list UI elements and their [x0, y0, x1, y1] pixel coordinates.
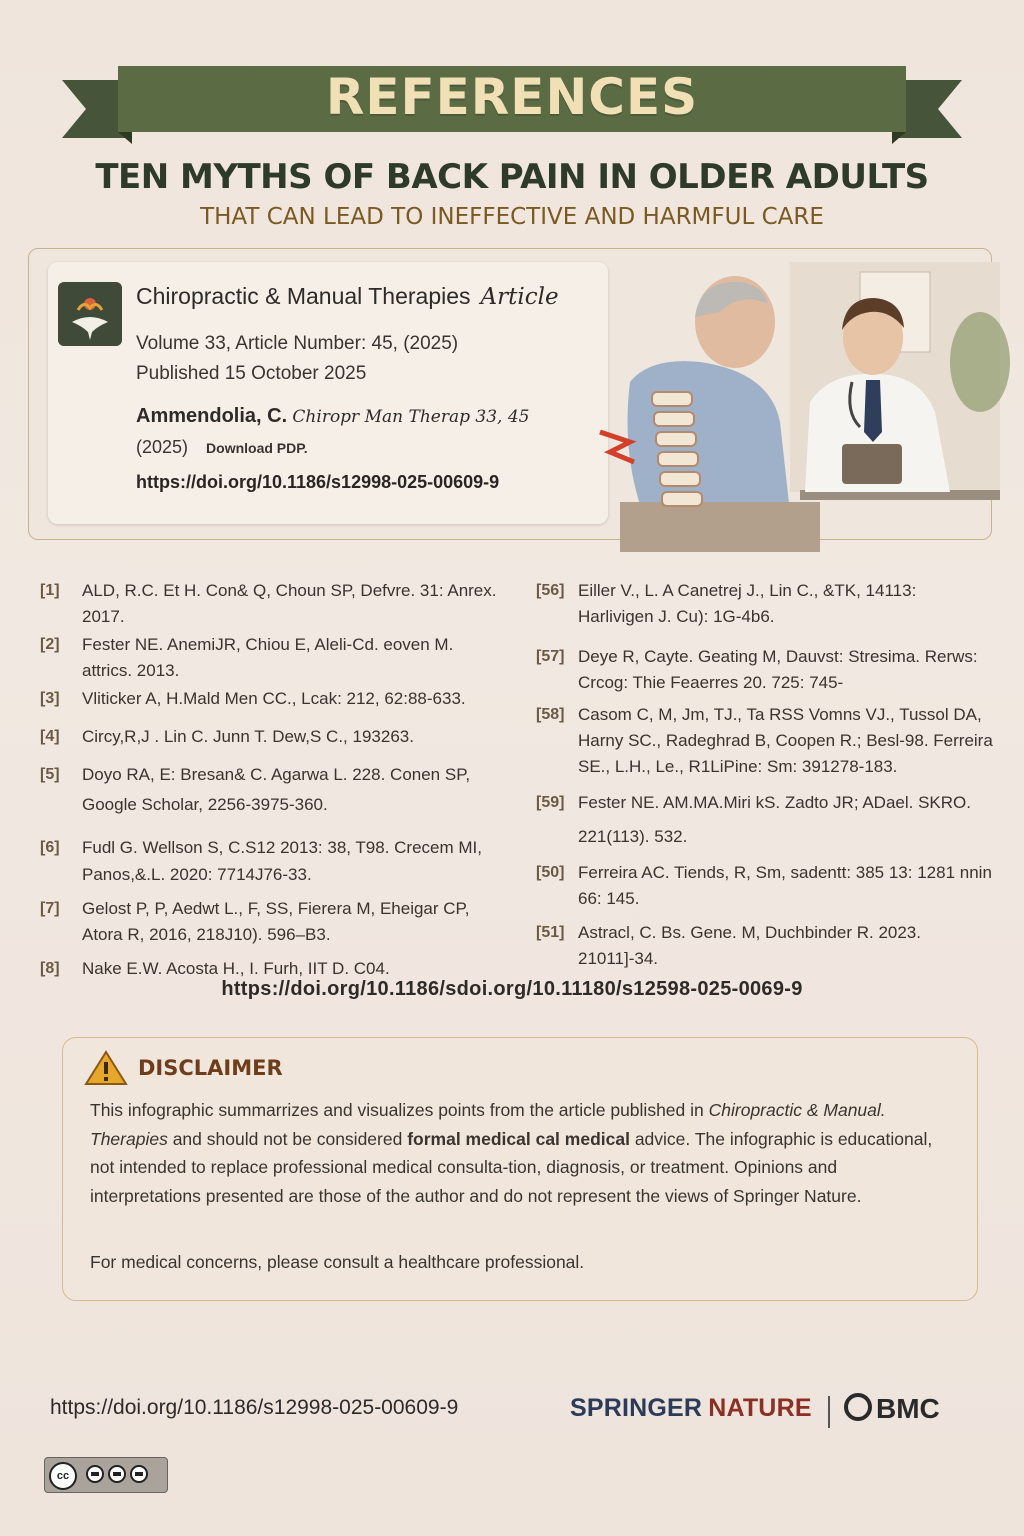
disclaimer-paragraph	[90, 1096, 950, 1210]
reference-item	[40, 632, 500, 684]
disclaimer-consult-note: For medical concerns, please consult a healthcare professional.	[90, 1252, 585, 1272]
disclaimer-heading: DISCLAIMER	[138, 1056, 283, 1080]
bmc-text: BMC	[876, 1393, 940, 1424]
citation-text: Chiropr Man Therap 33, 45	[292, 407, 530, 427]
reference-text: Casom C, M, Jm, TJ., Ta RSS Vomns VJ., Tussol DA, Harny SC., Radeghrad B, Coopen R.; Besl-98. Ferreira SE., L.H., Le., R1LiPine: Sm: 391278-183.	[578, 705, 993, 776]
reference-number: [4]	[40, 728, 60, 745]
page-subtitle: THAT CAN LEAD TO INEFFECTIVE AND HARMFUL CARE	[200, 204, 824, 230]
reference-number: [57]	[536, 648, 565, 665]
reference-text: ALD, R.C. Et H. Con& Q, Choun SP, Defvre. 31: Anrex. 2017.	[82, 581, 497, 626]
reference-item	[536, 702, 996, 780]
reference-item	[536, 920, 996, 972]
volume-line: Volume 33, Article Number: 45, (2025)	[136, 333, 459, 354]
disclaimer-text: and should not be considered	[172, 1128, 403, 1149]
banner-title: REFERENCES	[325, 68, 699, 126]
bmc-ring-icon	[844, 1393, 872, 1421]
reference-number: [56]	[536, 582, 565, 599]
reference-number: [50]	[536, 864, 565, 881]
reference-text: Gelost P, P, Aedwt L., F, SS, Fierera M, Eheigar CP, Atora R, 2016, 218J10). 596–B3.	[82, 899, 470, 944]
journal-title: Chiropractic & Manual Therapies	[136, 283, 471, 309]
reference-item	[536, 860, 996, 912]
reference-text: Fester NE. AnemiJR, Chiou E, Aleli-Cd. eoven M. attrics. 2013.	[82, 635, 454, 680]
springer-nature-logo	[570, 1394, 812, 1423]
reference-text: Eiller V., L. A Canetrej J., Lin C., &TK, 14113: Harlivigen J. Cu): 1G-4b6.	[578, 581, 917, 626]
page-title: TEN MYTHS OF BACK PAIN IN OLDER ADULTS	[95, 157, 929, 197]
disclaimer-text: This infographic summarrizes and visualizes points from the article published in	[90, 1100, 704, 1120]
citation-year: (2025)	[136, 437, 189, 457]
cc-icon: cc	[49, 1462, 77, 1490]
reference-text: Fudl G. Wellson S, C.S12 2013: 38, T98. Crecem MI, Panos,&.L. 2020: 7714J76-33.	[82, 838, 482, 884]
reference-number: [51]	[536, 924, 565, 941]
reference-text: Circy,R,J . Lin C. Junn T. Dew,S C., 193263.	[82, 727, 414, 746]
published-date: Published 15 October 2025	[136, 363, 367, 384]
citation-line	[136, 405, 529, 428]
reference-number: [6]	[40, 839, 60, 856]
year-line	[136, 437, 308, 458]
reference-text: Doyo RA, E: Bresan& C. Agarwa L. 228. Conen SP, Google Scholar, 2256-3975-360.	[82, 765, 471, 814]
reference-text: Nake E.W. Acosta H., I. Furh, IIT D. C04.	[82, 959, 390, 978]
reference-number: [5]	[40, 766, 60, 783]
references-doi-link[interactable]: https://doi.org/10.1186/sdoi.org/10.11180/s12598-025-0069-9	[221, 978, 803, 1000]
references-banner	[62, 58, 962, 148]
reference-text: Ferreira AC. Tiends, R, Sm, sadentt: 385 13: 1281 nnin 66: 145.	[578, 863, 992, 908]
reference-item	[40, 760, 500, 820]
doctor-patient-illustration	[590, 262, 1010, 552]
reference-number: [1]	[40, 582, 60, 599]
footer-doi-link[interactable]: https://doi.org/10.1186/s12998-025-00609-9	[50, 1396, 459, 1419]
author-name: Ammendolia, C.	[136, 405, 288, 427]
journal-logo-icon	[58, 282, 122, 346]
nature-text: NATURE	[708, 1394, 812, 1422]
reference-item	[536, 786, 996, 854]
reference-number: [2]	[40, 636, 60, 653]
reference-item	[40, 578, 500, 630]
disclaimer-text: advice. The infographic is educational, not intended to replace professional medical consulta-tion, diagnosis, or treatment. Opinions and interpretations presented are those of the author and do not represent the views of Springer Nature.	[90, 1128, 933, 1206]
bmc-logo	[844, 1393, 940, 1425]
springer-text: SPRINGER	[570, 1394, 703, 1422]
references-left-column	[40, 578, 500, 982]
reference-text: Fester NE. AM.MA.Miri kS. Zadto JR; ADael. SKRO. 221(113). 532.	[578, 793, 971, 846]
reference-number: [58]	[536, 706, 565, 723]
journal-name	[136, 283, 559, 310]
reference-text: Vliticker A, H.Mald Men CC., Lcak: 212, 62:88-633.	[82, 689, 466, 708]
reference-text: Deye R, Cayte. Geating M, Dauvst: Stresima. Rerws: Crcog: Thie Feaerres 20. 725: 745-	[578, 647, 978, 692]
article-type: Article	[480, 284, 559, 310]
license-icons	[85, 1463, 161, 1485]
reference-item	[536, 644, 996, 696]
disclaimer-emphasis: formal medical cal medical	[407, 1128, 630, 1149]
download-link[interactable]: Download PDP.	[206, 440, 308, 456]
reference-text: Astracl, C. Bs. Gene. M, Duchbinder R. 2023. 21011]-34.	[578, 923, 921, 968]
disclaimer-journal: Chiropractic & Manual. Therapies	[90, 1100, 886, 1149]
reference-item	[40, 686, 500, 712]
reference-item	[40, 834, 500, 888]
article-doi-link[interactable]: https://doi.org/10.1186/s12998-025-00609-9	[136, 472, 500, 492]
reference-item	[40, 896, 500, 948]
reference-number: [8]	[40, 960, 60, 977]
creative-commons-badge[interactable]	[44, 1457, 168, 1493]
reference-number: [7]	[40, 900, 60, 917]
references-right-column	[536, 578, 996, 972]
reference-number: [59]	[536, 794, 565, 811]
reference-item	[40, 724, 500, 750]
reference-number: [3]	[40, 690, 60, 707]
footer-divider	[828, 1396, 830, 1428]
reference-item	[536, 578, 996, 630]
warning-icon	[84, 1050, 128, 1086]
